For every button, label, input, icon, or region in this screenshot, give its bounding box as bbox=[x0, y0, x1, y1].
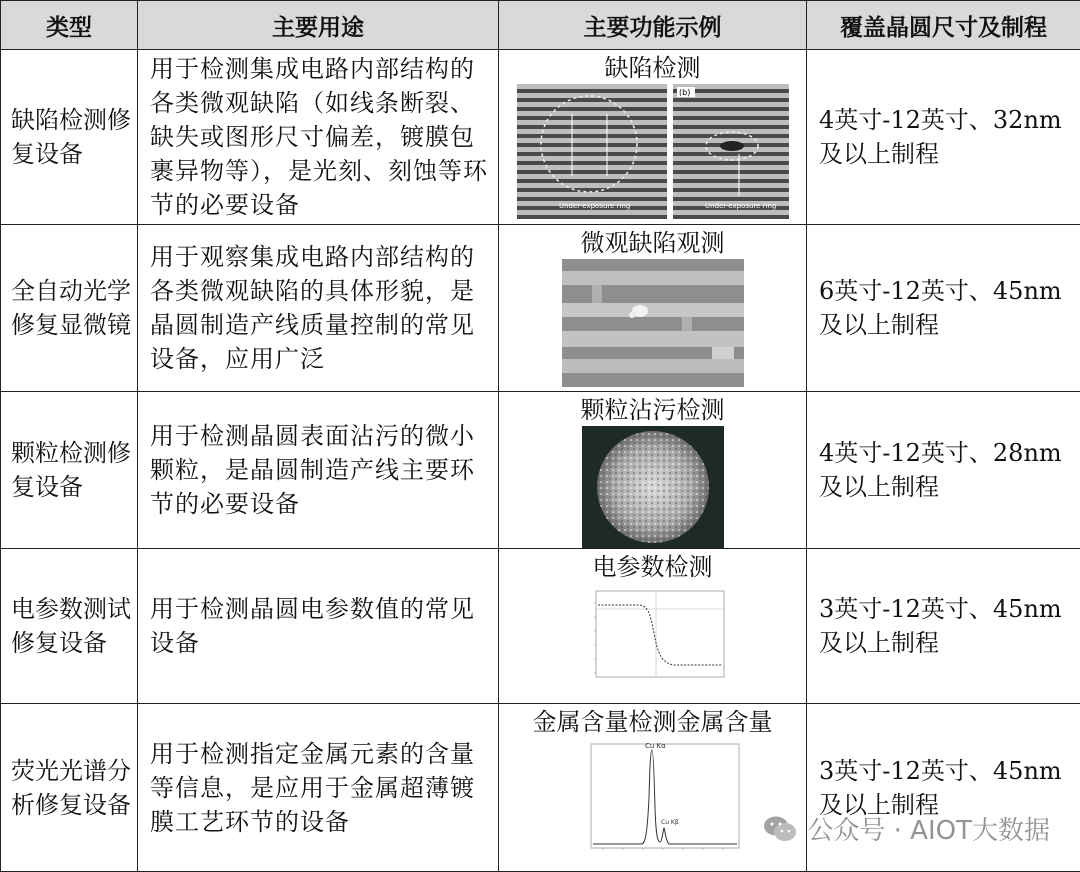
spec-cell: 3英寸-12英寸、45nm及以上制程 bbox=[807, 704, 1080, 872]
ring-label: Under-exposure ring bbox=[705, 202, 776, 210]
table-row bbox=[1, 549, 1080, 704]
example-title: 金属含量检测金属含量 bbox=[499, 708, 806, 736]
spec-cell: 6英寸-12英寸、45nm及以上制程 bbox=[807, 225, 1080, 392]
header-example: 主要功能示例 bbox=[499, 1, 807, 50]
use-cell: 用于检测集成电路内部结构的各类微观缺陷（如线条断裂、缺失或图形尺寸偏差，镀膜包裹异物等），是光刻、刻蚀等环节的必要设备 bbox=[138, 50, 499, 225]
peak-label: Cu Kα bbox=[645, 742, 666, 750]
particle-wafer-image bbox=[582, 426, 724, 548]
electrical-curve-image bbox=[578, 583, 728, 691]
micro-defect-image bbox=[562, 259, 744, 387]
watermark bbox=[763, 810, 1050, 847]
type-cell: 荧光光谱分析修复设备 bbox=[1, 704, 138, 872]
ring-label: Under-exposure ring bbox=[559, 202, 630, 210]
peak-label: Cu Kβ bbox=[661, 819, 679, 826]
type-cell: 电参数测试修复设备 bbox=[1, 549, 138, 704]
example-title: 电参数检测 bbox=[499, 553, 806, 581]
header-use: 主要用途 bbox=[138, 1, 499, 50]
example-cell bbox=[499, 50, 807, 225]
table-row bbox=[1, 225, 1080, 392]
use-cell: 用于检测晶圆电参数值的常见设备 bbox=[138, 549, 499, 704]
type-cell: 全自动光学修复显微镜 bbox=[1, 225, 138, 392]
example-cell bbox=[499, 225, 807, 392]
header-spec: 覆盖晶圆尺寸及制程 bbox=[807, 1, 1080, 50]
header-row bbox=[1, 1, 1080, 50]
header-type: 类型 bbox=[1, 1, 138, 50]
defect-sem-image bbox=[517, 84, 789, 219]
use-cell: 用于观察集成电路内部结构的各类微观缺陷的具体形貌，是晶圆制造产线质量控制的常见设备，应用广泛 bbox=[138, 225, 499, 392]
example-cell bbox=[499, 704, 807, 872]
example-cell bbox=[499, 392, 807, 549]
wechat-icon bbox=[763, 815, 797, 843]
use-cell: 用于检测指定金属元素的含量等信息，是应用于金属超薄镀膜工艺环节的设备 bbox=[138, 704, 499, 872]
table-row bbox=[1, 392, 1080, 549]
table-row bbox=[1, 50, 1080, 225]
spec-cell: 3英寸-12英寸、45nm及以上制程 bbox=[807, 549, 1080, 704]
example-title: 颗粒沾污检测 bbox=[499, 396, 806, 424]
example-cell bbox=[499, 549, 807, 704]
type-cell: 缺陷检测修复设备 bbox=[1, 50, 138, 225]
example-title: 缺陷检测 bbox=[499, 54, 806, 82]
spec-cell: 4英寸-12英寸、32nm及以上制程 bbox=[807, 50, 1080, 225]
use-cell: 用于检测晶圆表面沾污的微小颗粒，是晶圆制造产线主要环节的必要设备 bbox=[138, 392, 499, 549]
type-cell: 颗粒检测修复设备 bbox=[1, 392, 138, 549]
example-title: 微观缺陷观测 bbox=[499, 229, 806, 257]
watermark-text: 公众号 · AIOT大数据 bbox=[807, 810, 1050, 847]
spec-cell: 4英寸-12英寸、28nm及以上制程 bbox=[807, 392, 1080, 549]
panel-label: (b) bbox=[679, 88, 690, 97]
spectrum-image bbox=[563, 738, 743, 866]
